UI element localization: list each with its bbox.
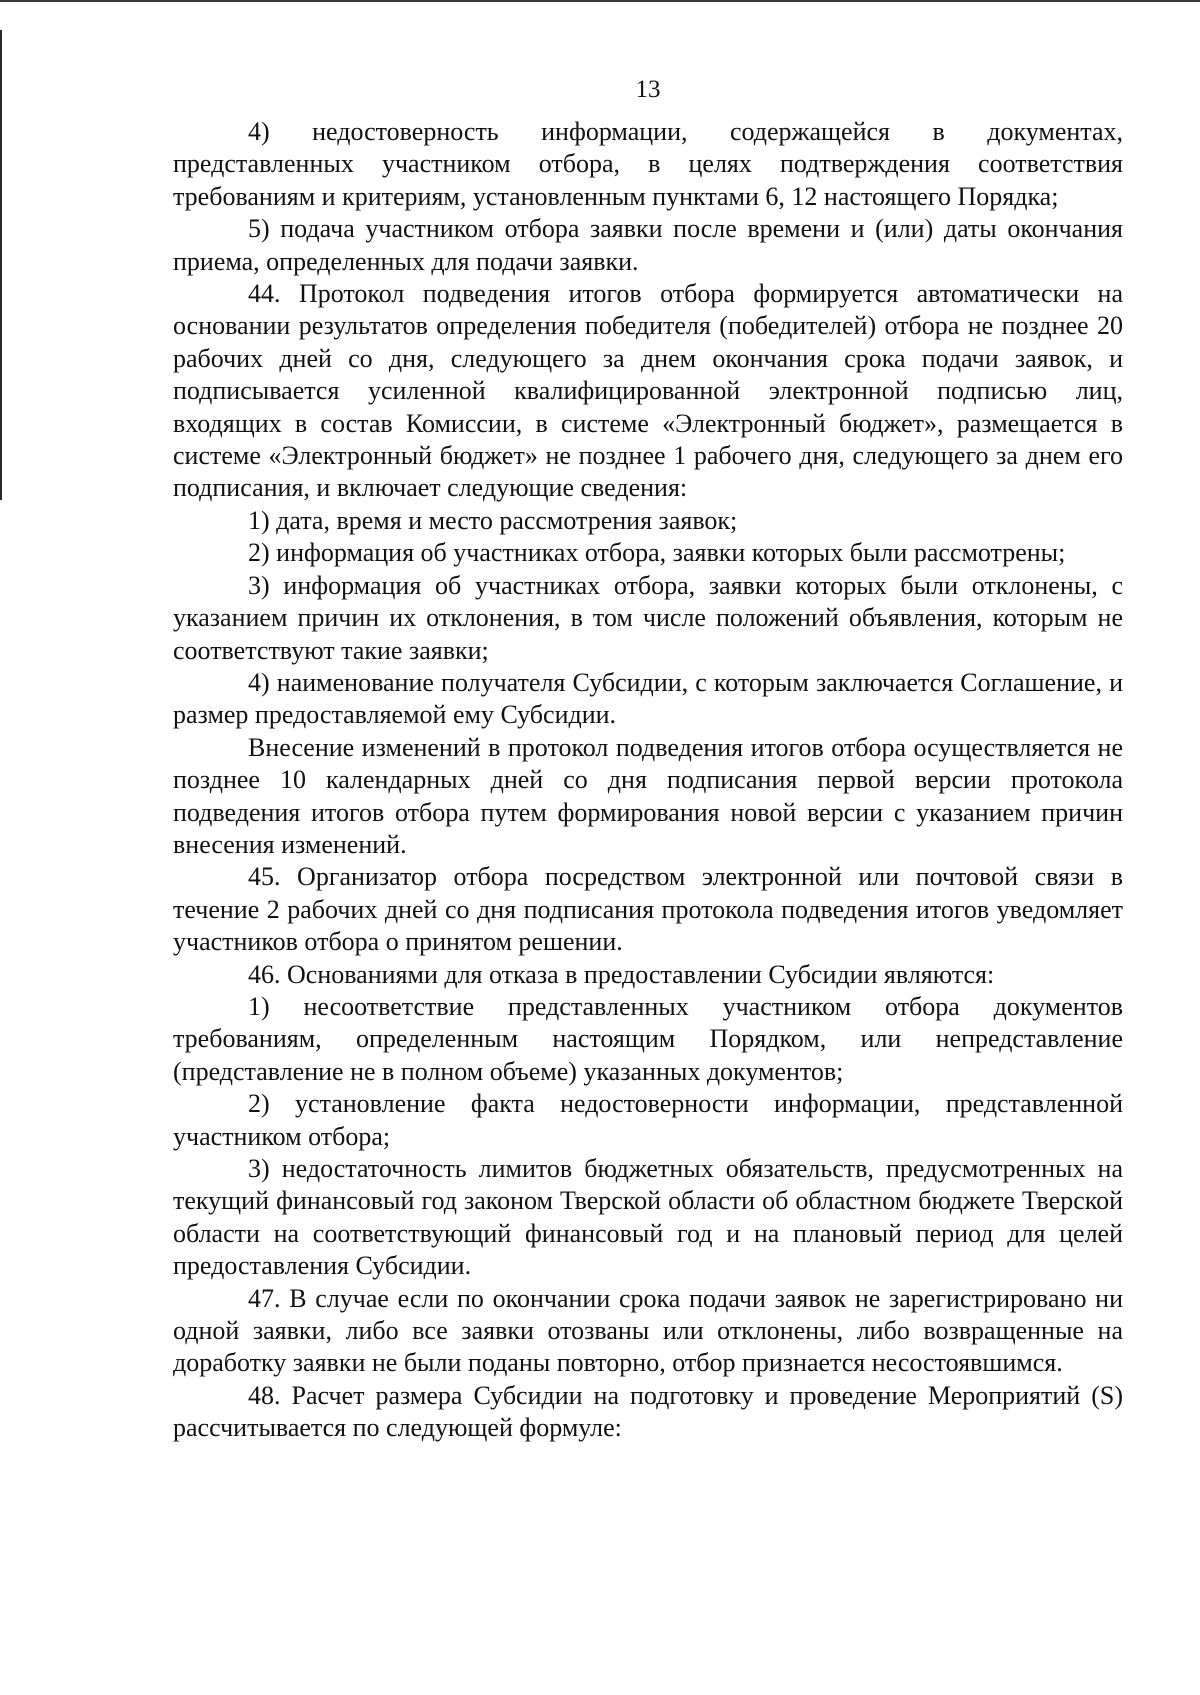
paragraph-item-2-reviewed-participants: 2) информация об участниках отбора, заявки которых были рассмотрены; — [248, 538, 1066, 568]
paragraph-item-4-unreliable-info: 4) недостоверность информации, содержащейся в документах, представленных участником отбора, в целях подтверждения соответствия требованиям и критериям, установленным пунктами 6, 12 настоящего Порядка; — [173, 117, 1123, 211]
paragraph-refusal-item-1: 1) несоответствие представленных участником отбора документов требованиям, определенным настоящим Порядком, или непредставление (представление не в полном объеме) указанных документов; — [173, 991, 1123, 1086]
paragraph-protocol-changes: Внесение изменений в протокол подведения итогов отбора осуществляется не позднее 10 календарных дней со дня подписания первой версии протокола подведения итогов отбора путем формирования новой версии с указанием причин внесения изменений. — [173, 732, 1123, 859]
paragraph-47-failed-selection: 47. В случае если по окончании срока подачи заявок не зарегистрировано ни одной заявки, либо все заявки отозваны или отклонены, либо возвращенные на доработку заявки не были поданы повторно, отбор признается несостоявшимся. — [173, 1283, 1123, 1378]
paragraph-refusal-item-3: 3) недостаточность лимитов бюджетных обязательств, предусмотренных на текущий финансовый год законом Тверской области об областном бюджете Тверской области на соответствующий финансовый год и на плановый период для целей предоставления Субсидии. — [173, 1154, 1123, 1281]
document-body — [173, 116, 1123, 1445]
paragraph-item-4-recipient-name: 4) наименование получателя Субсидии, с которым заключается Соглашение, и размер предоставляемой ему Субсидии. — [173, 667, 1123, 730]
paragraph-46-refusal-grounds: 46. Основаниями для отказа в предоставлении Субсидии являются: — [248, 959, 995, 989]
paragraph-48-subsidy-calculation: 48. Расчет размера Субсидии на подготовку и проведение Мероприятий (S) рассчитывается по следующей формуле: — [173, 1380, 1123, 1443]
paragraph-item-1-date-time-place: 1) дата, время и место рассмотрения заявок; — [248, 505, 738, 535]
paragraph-45-notification: 45. Организатор отбора посредством электронной или почтовой связи в течение 2 рабочих дней со дня подписания протокола подведения итогов уведомляет участников отбора о принятом решении. — [173, 862, 1123, 957]
page-number: 13 — [635, 76, 661, 103]
paragraph-44-protocol: 44. Протокол подведения итогов отбора формируется автоматически на основании результатов определения победителя (победителей) отбора не позднее 20 рабочих дней со дня, следующего за днем окончания срока подачи заявок, и подписывается усиленной квалифицированной электронной подписью лиц, входящих в состав Комиссии, в системе «Электронный бюджет», размещается в системе «Электронный бюджет» не позднее 1 рабочего дня, следующего за днем его подписания, и включает следующие сведения: — [173, 279, 1123, 503]
scan-edge-top — [0, 0, 1200, 2]
paragraph-refusal-item-2: 2) установление факта недостоверности информации, представленной участником отбора; — [173, 1089, 1123, 1151]
paragraph-item-5-late-submission: 5) подача участником отбора заявки после времени и (или) даты окончания приема, определенных для подачи заявки. — [173, 214, 1123, 276]
paragraph-item-3-rejected-participants: 3) информация об участниках отбора, заявки которых были отклонены, с указанием причин их отклонения, в том числе положений объявления, которым не соответствуют такие заявки; — [173, 570, 1123, 665]
